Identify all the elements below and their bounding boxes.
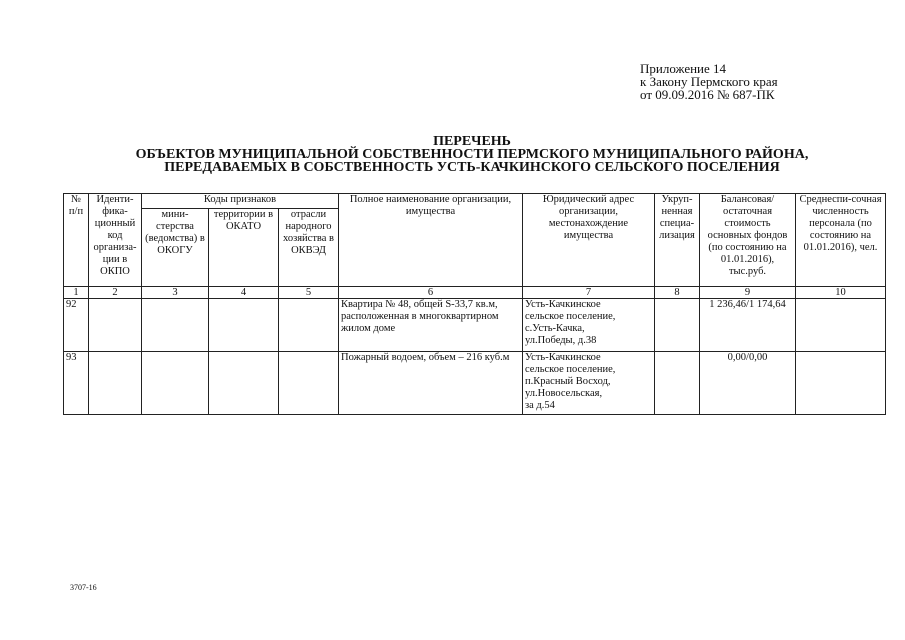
row-address [523, 352, 655, 415]
address-line: с.Усть-Качка, [525, 323, 585, 334]
column-number: 6 [339, 287, 523, 299]
row-balance: 0,00/0,00 [700, 352, 796, 415]
header-name: Полное наименование организации, имущества [339, 194, 523, 287]
row-enlarged [655, 352, 700, 415]
header-num: № п/п [64, 194, 89, 287]
row-balance: 1 236,46/1 174,64 [700, 299, 796, 352]
header-row-1 [64, 194, 886, 209]
row-enlarged [655, 299, 700, 352]
title-line-1: ПЕРЕЧЕНЬ [433, 134, 511, 149]
column-number: 5 [279, 287, 339, 299]
appendix-note [640, 62, 778, 101]
address-line: за д.54 [525, 400, 555, 411]
address-line: сельское поселение, [525, 364, 616, 375]
row-num: 93 [64, 352, 89, 415]
appendix-line-3: от 09.09.2016 № 687-ПК [640, 87, 775, 102]
row-staff [796, 352, 886, 415]
address-line: Усть-Качкинское [525, 299, 601, 310]
header-address: Юридический адрес организации, местонахождение имущества [523, 194, 655, 287]
header-okved: отрасли народного хозяйства в ОКВЭД [279, 209, 339, 287]
table-row [64, 352, 886, 415]
row-okved [279, 352, 339, 415]
column-number: 7 [523, 287, 655, 299]
row-okpo [89, 352, 142, 415]
row-okato [209, 352, 279, 415]
column-number: 3 [142, 287, 209, 299]
header-okogu: мини-стерства (ведомства) в ОКОГУ [142, 209, 209, 287]
document-code: 3707-16 [70, 583, 97, 592]
document-title [60, 135, 884, 174]
header-codes-group: Коды признаков [142, 194, 339, 209]
header-okato: территории в ОКАТО [209, 209, 279, 287]
appendix-line-1: Приложение 14 [640, 61, 727, 76]
header-enlarged: Укруп-ненная специа-лизация [655, 194, 700, 287]
address-line: п.Красный Восход, [525, 376, 611, 387]
row-okogu [142, 299, 209, 352]
row-okogu [142, 352, 209, 415]
address-line: ул.Победы, д.38 [525, 335, 597, 346]
column-number: 9 [700, 287, 796, 299]
row-okato [209, 299, 279, 352]
row-address [523, 299, 655, 352]
address-line: ул.Новосельская, [525, 388, 603, 399]
address-line: сельское поселение, [525, 311, 616, 322]
table-row [64, 299, 886, 352]
title-line-3: ПЕРЕДАВАЕМЫХ В СОБСТВЕННОСТЬ УСТЬ-КАЧКИНСКОГО СЕЛЬСКОГО ПОСЕЛЕНИЯ [164, 160, 780, 175]
column-number: 10 [796, 287, 886, 299]
column-number: 8 [655, 287, 700, 299]
row-okpo [89, 299, 142, 352]
row-num: 92 [64, 299, 89, 352]
title-line-2: ОБЪЕКТОВ МУНИЦИПАЛЬНОЙ СОБСТВЕННОСТИ ПЕРМСКОГО МУНИЦИПАЛЬНОГО РАЙОНА, [135, 147, 809, 162]
column-number: 1 [64, 287, 89, 299]
row-staff [796, 299, 886, 352]
header-okpo: Иденти-фика-ционный код организа-ции в ОКПО [89, 194, 142, 287]
row-name: Пожарный водоем, объем – 216 куб.м [339, 352, 523, 415]
column-numbers-row [64, 287, 886, 299]
objects-table [63, 193, 886, 415]
address-line: Усть-Качкинское [525, 352, 601, 363]
header-staff: Среднеспи-сочная численность персонала (по состоянию на 01.01.2016), чел. [796, 194, 886, 287]
column-number: 2 [89, 287, 142, 299]
row-okved [279, 299, 339, 352]
header-balance: Балансовая/ остаточная стоимость основных фондов (по состоянию на 01.01.2016), тыс.руб. [700, 194, 796, 287]
appendix-line-2: к Закону Пермского края [640, 74, 778, 89]
column-number: 4 [209, 287, 279, 299]
row-name: Квартира № 48, общей S-33,7 кв.м, расположенная в многоквартирном жилом доме [339, 299, 523, 352]
